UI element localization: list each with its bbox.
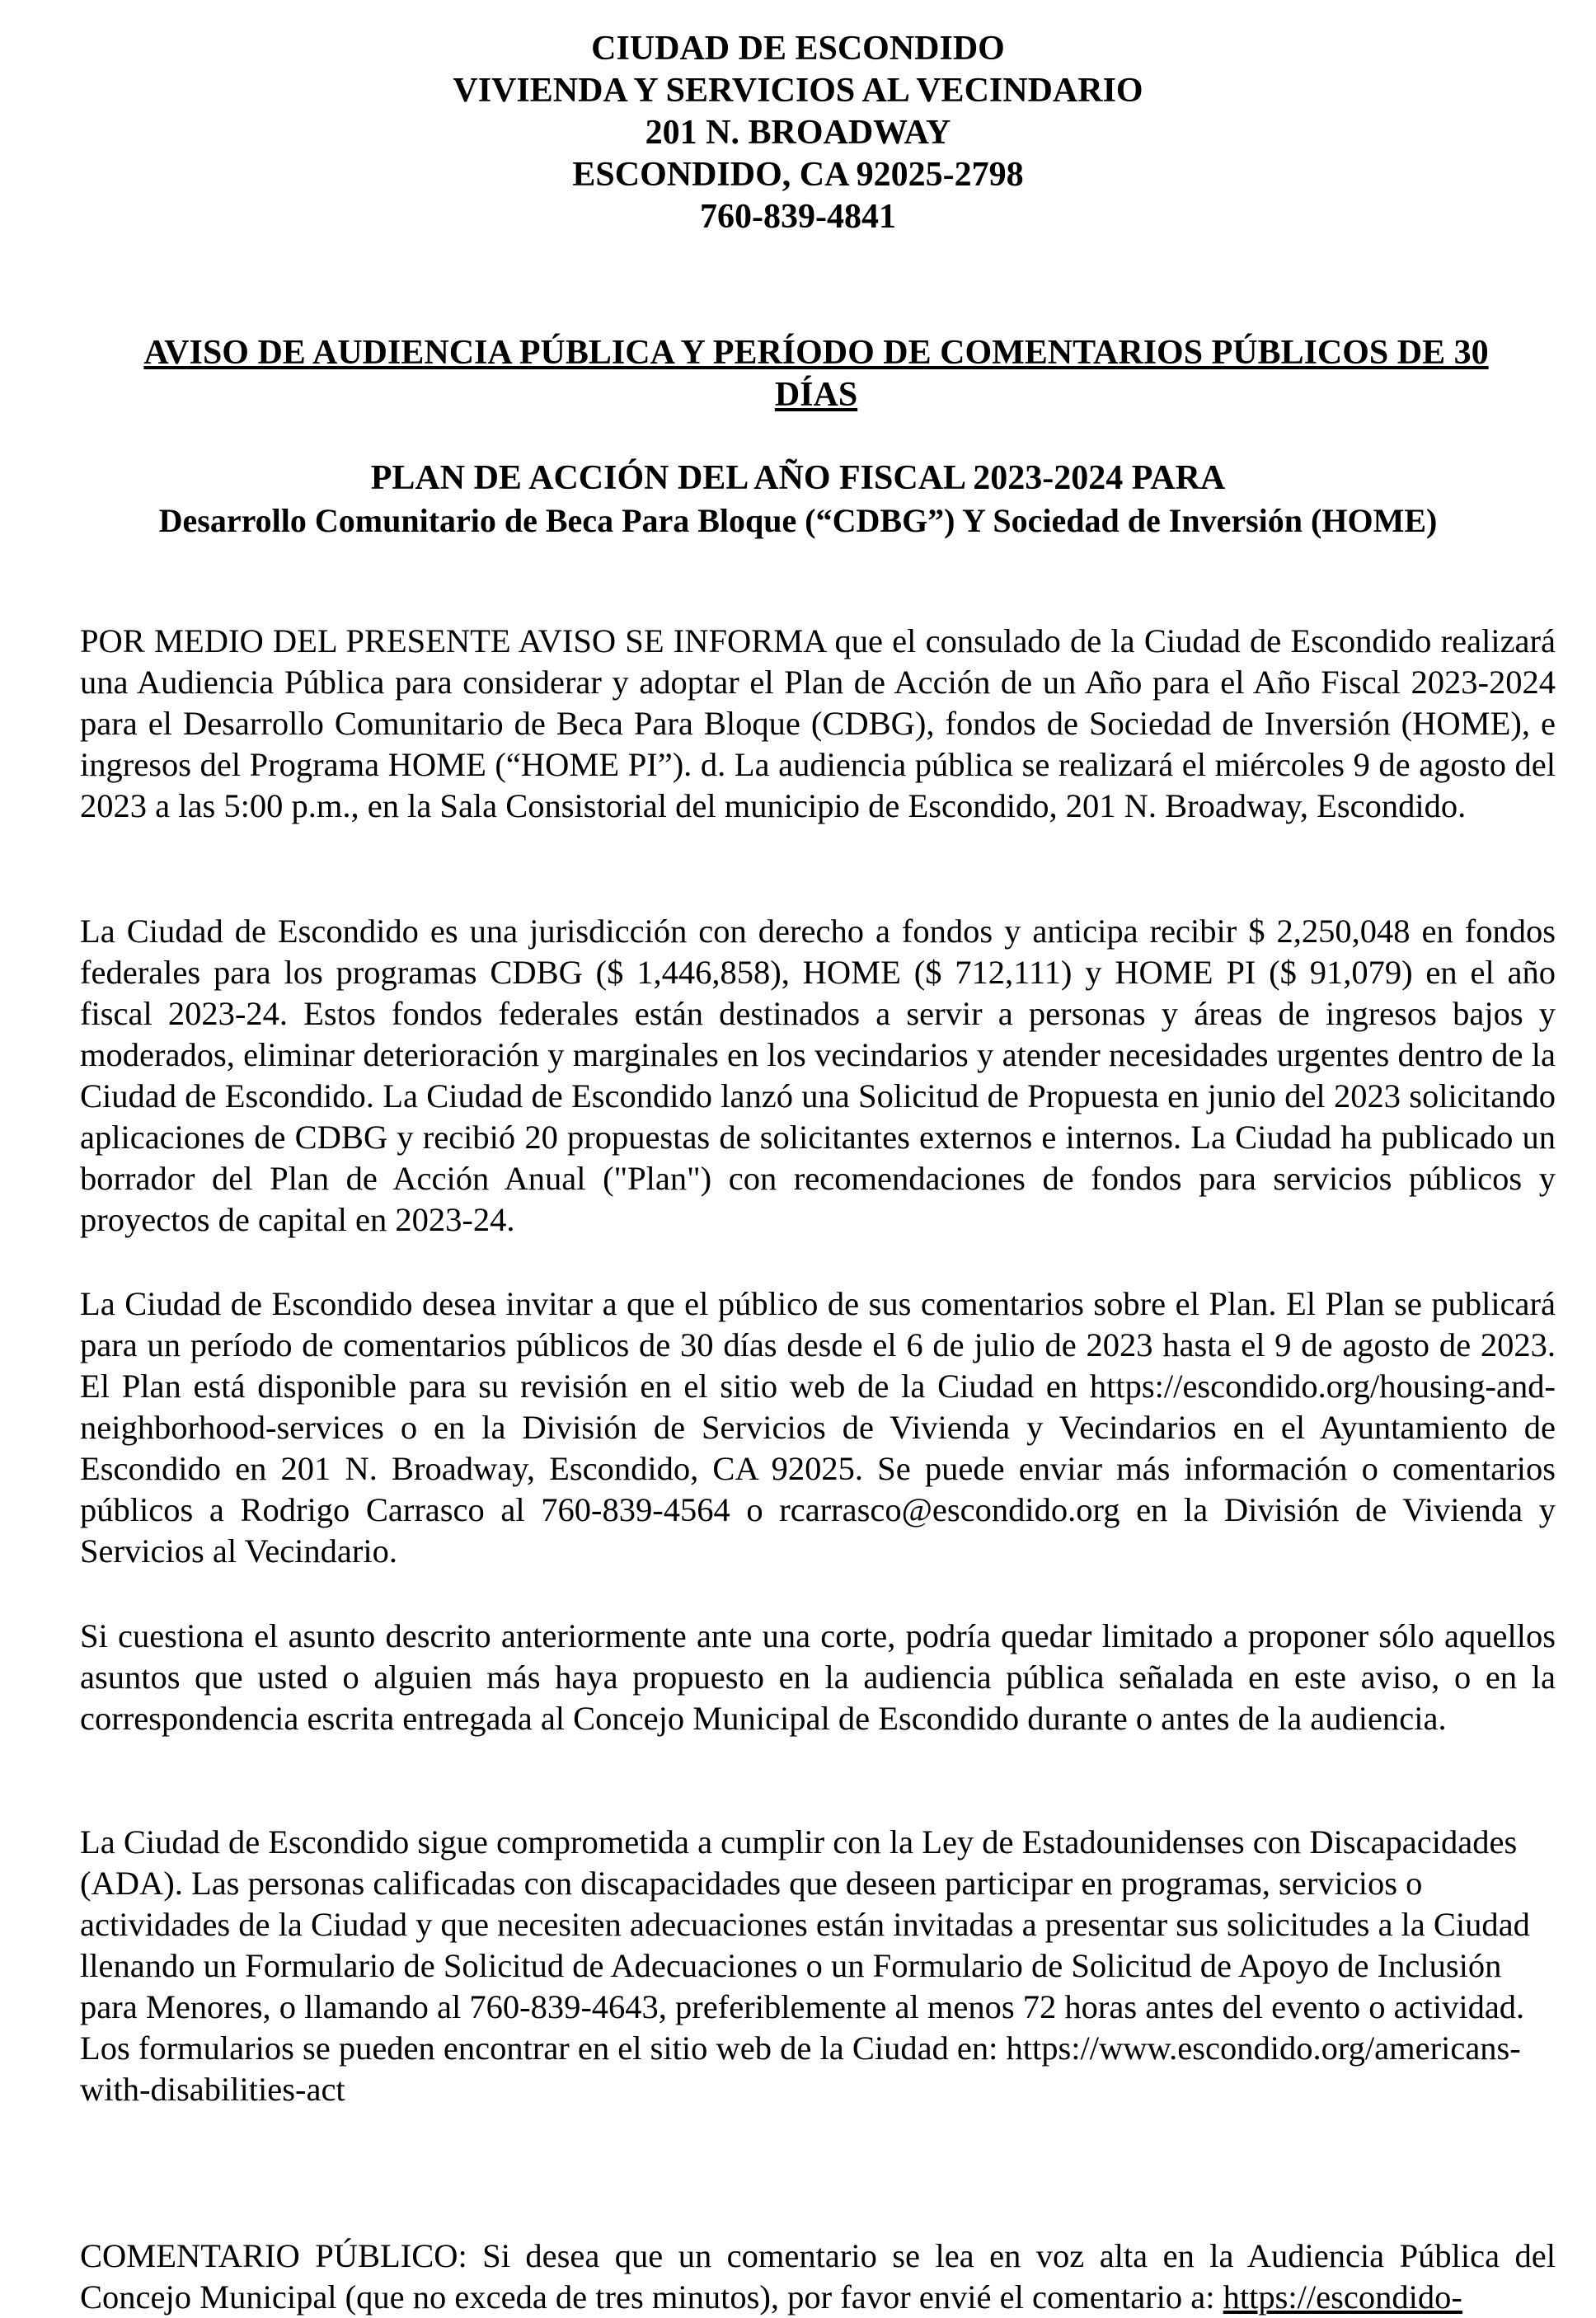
- city-name: CIUDAD DE ESCONDIDO: [591, 30, 1005, 68]
- plan-subtitle: Desarrollo Comunitario de Beca Para Bloque (“CDBG”) Y Sociedad de Inversión (HOME): [158, 502, 1438, 539]
- plan-title: PLAN DE ACCIÓN DEL AÑO FISCAL 2023-2024 PARA: [370, 459, 1226, 497]
- paragraph-comment-period: La Ciudad de Escondido desea invitar a que el público de sus comentarios sobre el Plan. El Plan se publicará para un período de comentarios públicos de 30 días desde el 6 de julio de 2023 hasta el 9 de agosto de 2023. El Plan está disponible para su revisión en el sitio web de la Ciudad en https://escondido.org/housing-and-neighborhood-services o en la División de Servicios de Vivienda y Vecindarios en el Ayuntamiento de Escondido en 201 N. Broadway, Escondido, CA 92025. Se puede enviar más información o comentarios públicos a Rodrigo Carrasco al 760-839-4564 o rcarrasco@escondido.org en la División de Vivienda y Servicios al Vecindario.: [80, 1285, 1556, 1570]
- public-comment-text: COMENTARIO PÚBLICO: Si desea que un comentario se lea en voz alta en la Audiencia Pública del Concejo Municipal (que no exceda de tres minutos), por favor envié el comentario a:: [80, 2237, 1556, 2316]
- notice-title: AVISO DE AUDIENCIA PÚBLICA Y PERÍODO DE COMENTARIOS PÚBLICOS DE 30 DÍAS: [143, 334, 1489, 414]
- paragraph-funding: La Ciudad de Escondido es una jurisdicción con derecho a fondos y anticipa recibir $ 2,250,048 en fondos federales para los programas CDBG ($ 1,446,858), HOME ($ 712,111) y HOME PI ($ 91,079) en el año fiscal 2023-24. Estos fondos federales están destinados a servir a personas y áreas de ingresos bajos y moderados, eliminar deterioración y marginales en los vecindarios y atender necesidades urgentes dentro de la Ciudad de Escondido. La Ciudad de Escondido lanzó una Solicitud de Propuesta en junio del 2023 solicitando aplicaciones de CDBG y recibió 20 propuestas de solicitantes externos e internos. La Ciudad ha publicado un borrador del Plan de Acción Anual ("Plan") con recomendaciones de fondos para servicios públicos y proyectos de capital en 2023-24.: [80, 913, 1556, 1238]
- department-name: VIVIENDA Y SERVICIOS AL VECINDARIO: [453, 72, 1143, 110]
- phone-number: 760-839-4841: [700, 198, 896, 236]
- paragraph-hearing-announcement: POR MEDIO DEL PRESENTE AVISO SE INFORMA que el consulado de la Ciudad de Escondido realizará una Audiencia Pública para considerar y adoptar el Plan de Acción de un Año para el Año Fiscal 2023-2024 para el Desarrollo Comunitario de Beca Para Bloque (CDBG), fondos de Sociedad de Inversión (HOME), e ingresos del Programa HOME (“HOME PI”). d. La audiencia pública se realizará el miércoles 9 de agosto del 2023 a las 5:00 p.m., en la Sala Consistorial del municipio de Escondido, 201 N. Broadway, Escondido.: [80, 622, 1556, 824]
- paragraph-ada: La Ciudad de Escondido sigue comprometida a cumplir con la Ley de Estadounidenses con Discapacidades (ADA). Las personas calificadas con discapacidades que deseen participar en programas, servicios o actividades de la Ciudad y que necesiten adecuaciones están invitadas a presentar sus solicitudes a la Ciudad llenando un Formulario de Solicitud de Adecuaciones o un Formulario de Solicitud de Apoyo de Inclusión para Menores, o llamando al 760-839-4643, preferiblemente al menos 72 horas antes del evento o actividad. Los formularios se pueden encontrar en el sitio web de la Ciudad en: https://www.escondido.org/americans-with-disabilities-act: [80, 1823, 1530, 2108]
- city-state-zip: ESCONDIDO, CA 92025-2798: [572, 156, 1024, 194]
- paragraph-legal-challenge: Si cuestiona el asunto descrito anteriormente ante una corte, podría quedar limitado a proponer sólo aquellos asuntos que usted o alguien más haya propuesto en la audiencia pública señalada en este aviso, o en la correspondencia escrita entregada al Concejo Municipal de Escondido durante o antes de la audiencia.: [80, 1617, 1556, 1737]
- public-comment-link[interactable]: https://escondido-: [1223, 2278, 1462, 2316]
- paragraph-public-comment: [80, 2236, 1556, 2318]
- letterhead: [0, 28, 1596, 238]
- street-address: 201 N. BROADWAY: [645, 114, 951, 152]
